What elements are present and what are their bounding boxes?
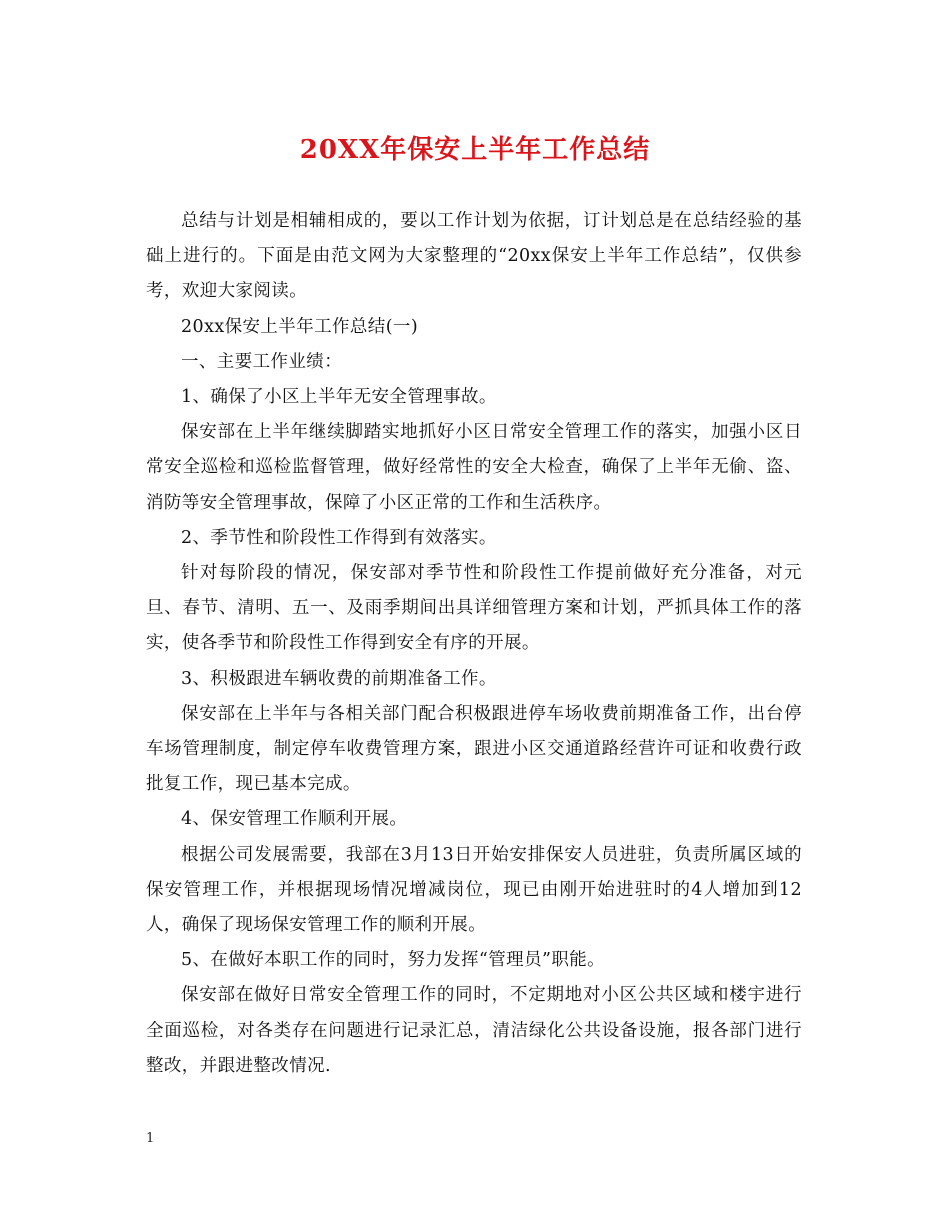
section-heading: 20xx保安上半年工作总结(一) [181,316,419,337]
item-body-4: 根据公司发展需要，我部在3月13日开始安排保安人员进驻，负责所属区域的保安管理工作，并根据现场情况增减岗位，现已由刚开始进驻时的4人增加到12人，确保了现场保安管理工作的顺利开展。 [146,844,802,936]
item-heading-5: 5、在做好本职工作的同时，努力发挥“管理员”职能。 [181,950,606,971]
item-body-2: 针对每阶段的情况，保安部对季节性和阶段性工作提前做好充分准备，对元旦、春节、清明、五一、及雨季期间出具详细管理方案和计划，严抓具体工作的落实，使各季节和阶段性工作得到安全有序的开展。 [146,563,802,654]
item-body-1: 保安部在上半年继续脚踏实地抓好小区日常安全管理工作的落实，加强小区日常安全巡检和巡检监督管理，做好经常性的安全大检查，确保了上半年无偷、盗、消防等安全管理事故，保障了小区正常的工作和生活秩序。 [146,422,802,513]
subsection-heading: 一、主要工作业绩： [181,351,343,372]
item-heading-4: 4、保安管理工作顺利开展。 [181,809,408,830]
item-body-3: 保安部在上半年与各相关部门配合积极跟进停车场收费前期准备工作，出台停车场管理制度，制定停车收费管理方案，跟进小区交通道路经营许可证和收费行政批复工作，现已基本完成。 [146,703,802,795]
item-heading-1: 1、确保了小区上半年无安全管理事故。 [181,387,497,408]
document-title: 20XX年保安上半年工作总结 [299,135,651,165]
item-heading-2: 2、季节性和阶段性工作得到有效落实。 [181,527,497,548]
intro-paragraph: 总结与计划是相辅相成的，要以工作计划为依据，订计划总是在总结经验的基础上进行的。下面是由范文网为大家整理的“20xx保安上半年工作总结”，仅供参考，欢迎大家阅读。 [146,211,802,302]
item-body-5: 保安部在做好日常安全管理工作的同时，不定期地对小区公共区域和楼宇进行全面巡检，对各类存在问题进行记录汇总，清洁绿化公共设备设施，报各部门进行整改，并跟进整改情况. [146,985,802,1076]
page-number: 1 [146,1131,155,1146]
item-heading-3: 3、积极跟进车辆收费的前期准备工作。 [181,668,497,689]
document-body [146,204,802,1084]
